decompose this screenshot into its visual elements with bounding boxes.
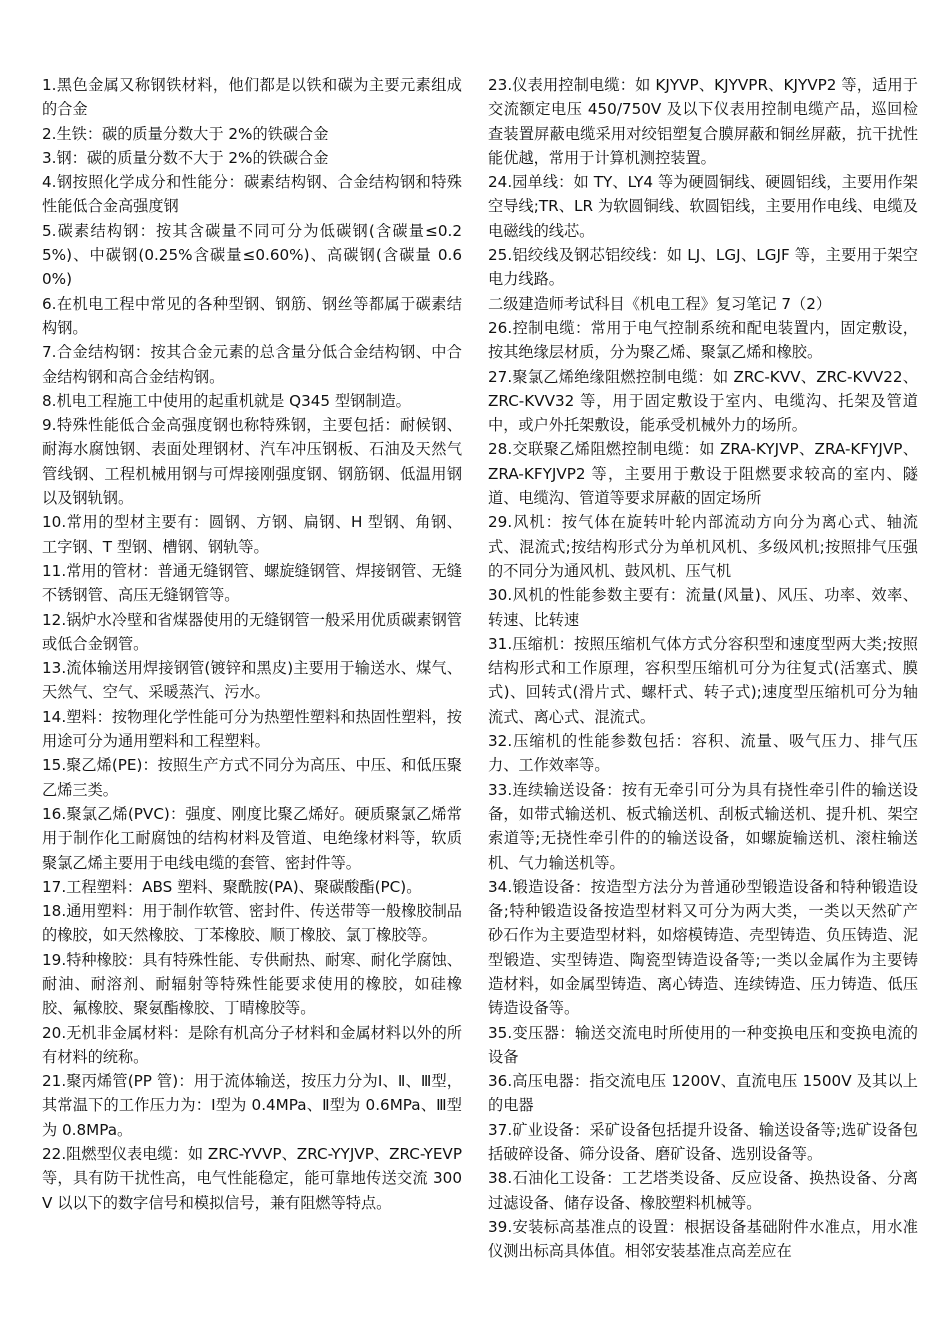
list-item: 23.仪表用控制电缆：如 KJYVP、KJYVPR、KJYVP2 等，适用于交流额定电压 450/750V 及以下仪表用控制电缆产品，巡回检查装置屏蔽电缆采用对绞铝塑复合膜屏蔽和铜丝屏蔽，抗干扰性能优越，常用于计算机测控装置。 xyxy=(488,76,918,167)
list-item: 35.变压器：输送交流电时所使用的一种变换电压和变换电流的设备 xyxy=(488,1023,918,1066)
list-item: 11.常用的管材：普通无缝钢管、螺旋缝钢管、焊接钢管、无缝不锈钢管、高压无缝钢管等。 xyxy=(42,561,462,605)
list-item: 29.风机：按气体在旋转叶轮内部流动方向分为离心式、轴流式、混流式;按结构形式分为单机风机、多级风机;按照排气压强的不同分为通风机、鼓风机、压气机 xyxy=(488,513,918,580)
list-item: 12.锅炉水冷壁和省煤器使用的无缝钢管一般采用优质碳素钢管或低合金钢管。 xyxy=(42,610,462,653)
list-item: 18.通用塑料：用于制作软管、密封件、传送带等一般橡胶制品的橡胶，如天然橡胶、丁苯橡胶、顺丁橡胶、氯丁橡胶等。 xyxy=(42,902,462,945)
list-item: 32.压缩机的性能参数包括：容积、流量、吸气压力、排气压力、工作效率等。 xyxy=(488,732,918,775)
list-item: 38.石油化工设备：工艺塔类设备、反应设备、换热设备、分离过滤设备、储存设备、橡胶塑料机械等。 xyxy=(488,1169,918,1212)
list-item: 2.生铁：碳的质量分数大于 2%的铁碳合金 xyxy=(42,124,329,143)
list-item: 19.特种橡胶：具有特殊性能、专供耐热、耐寒、耐化学腐蚀、耐油、耐溶剂、耐辐射等特殊性能要求使用的橡胶，如硅橡胶、氟橡胶、聚氨酯橡胶、丁晴橡胶等。 xyxy=(42,950,462,1018)
list-item: 15.聚乙烯(PE)：按照生产方式不同分为高压、中压、和低压聚乙烯三类。 xyxy=(42,756,462,799)
list-item: 16.聚氯乙烯(PVC)：强度、刚度比聚乙烯好。硬质聚氯乙烯常用于制作化工耐腐蚀的结构材料及管道、电绝缘材料等，软质聚氯乙烯主要用于电线电缆的套管、密封件等。 xyxy=(42,804,462,872)
left-column xyxy=(42,73,462,1215)
list-item: 22.阻燃型仪表电缆：如 ZRC-YVVP、ZRC-YYJVP、ZRC-YEVP 等，具有防干扰性高，电气性能稳定，能可靠地传送交流 300V 以以下的数字信号和模拟信号，兼有阻燃等特点。 xyxy=(42,1145,462,1212)
list-item: 24.园单线：如 TY、LY4 等为硬圆铜线、硬圆铝线，主要用作架空导线;TR、LR 为软圆铜线、软圆铝线，主要用作电线、电缆及电磁线的线芯。 xyxy=(488,173,918,240)
list-item: 30.风机的性能参数主要有：流量(风量)、风压、功率、效率、转速、比转速 xyxy=(488,586,918,629)
right-column xyxy=(488,73,918,1264)
list-item: 21.聚丙烯管(PP 管)：用于流体输送，按压力分为Ⅰ、Ⅱ、Ⅲ型，其常温下的工作压力为：Ⅰ型为 0.4MPa、Ⅱ型为 0.6MPa、Ⅲ型为 0.8MPa。 xyxy=(42,1072,462,1139)
list-item: 4.钢按照化学成分和性能分：碳素结构钢、合金结构钢和特殊性能低合金高强度钢 xyxy=(42,173,462,216)
section-heading: 二级建造师考试科目《机电工程》复习笔记 7（2） xyxy=(488,294,832,313)
list-item: 17.工程塑料：ABS 塑料、聚酰胺(PA)、聚碳酸酯(PC)。 xyxy=(42,877,422,896)
list-item: 13.流体输送用焊接钢管(镀锌和黑皮)主要用于输送水、煤气、天然气、空气、采暖蒸汽、污水。 xyxy=(42,659,462,702)
list-item: 26.控制电缆：常用于电气控制系统和配电装置内，固定敷设，按其绝缘层材质，分为聚乙烯、聚氯乙烯和橡胶。 xyxy=(488,318,918,362)
list-item: 34.锻造设备：按造型方法分为普通砂型锻造设备和特种锻造设备;特种锻造设备按造型材料又可分为两大类，一类以天然矿产砂石作为主要造型材料，如熔模铸造、壳型铸造、负压铸造、泥型锻造、实型铸造、陶瓷型铸造设备等;一类以金属作为主要铸造材料，如金属型铸造、离心铸造、连续铸造、压力铸造、低压铸造设备等。 xyxy=(488,877,918,1018)
list-item: 33.连续输送设备：按有无牵引可分为具有挠性牵引件的输送设备，如带式输送机、板式输送机、刮板式输送机、提升机、架空索道等;无挠性牵引件的的输送设备，如螺旋输送机、滚柱输送机、气力输送机等。 xyxy=(488,780,918,872)
list-item: 8.机电工程施工中使用的起重机就是 Q345 型钢制造。 xyxy=(42,391,411,410)
list-item: 25.铝绞线及钢芯铝绞线：如 LJ、LGJ、LGJF 等，主要用于架空电力线路。 xyxy=(488,246,918,289)
list-item: 6.在机电工程中常见的各种型钢、钢筋、钢丝等都属于碳素结构钢。 xyxy=(42,294,462,337)
list-item: 10.常用的型材主要有：圆钢、方钢、扁钢、H 型钢、角钢、工字钢、T 型钢、槽钢、钢轨等。 xyxy=(42,513,462,556)
list-item: 3.钢：碳的质量分数不大于 2%的铁碳合金 xyxy=(42,148,329,167)
list-item: 20.无机非金属材料：是除有机高分子材料和金属材料以外的所有材料的统称。 xyxy=(42,1023,462,1066)
list-item: 39.安装标高基准点的设置：根据设备基础附件水准点，用水准仪测出标高具体值。相邻安装基准点高差应在 xyxy=(488,1217,918,1261)
list-item: 27.聚氯乙烯绝缘阻燃控制电缆：如 ZRC-KVV、ZRC-KVV22、ZRC-KVV32 等，用于固定敷设于室内、电缆沟、托架及管道中，或户外托架敷设，能承受机械外力的场所。 xyxy=(488,367,918,435)
list-item: 28.交联聚乙烯阻燃控制电缆：如 ZRA-KYJVP、ZRA-KFYJVP、ZRA-KFYJVP2 等，主要用于敷设于阻燃要求较高的室内、隧道、电缆沟、管道等要求屏蔽的固定场所 xyxy=(488,440,918,508)
list-item: 9.特殊性能低合金高强度钢也称特殊钢，主要包括：耐候钢、耐海水腐蚀钢、表面处理钢材、汽车冲压钢板、石油及天然气管线钢、工程机械用钢与可焊接刚强度钢、钢筋钢、低温用钢以及钢轨钢。 xyxy=(42,416,462,508)
list-item: 5.碳素结构钢：按其含碳量不同可分为低碳钢(含碳量≤0.25%)、中碳钢(0.25%含碳量≤0.60%)、高碳钢(含碳量 0.60%) xyxy=(42,221,462,289)
list-item: 31.压缩机：按照压缩机气体方式分容积型和速度型两大类;按照结构形式和工作原理，容积型压缩机可分为往复式(活塞式、膜式)、回转式(滑片式、螺杆式、转子式);速度型压缩机可分为轴流式、离心式、混流式。 xyxy=(488,634,918,726)
list-item: 14.塑料：按物理化学性能可分为热塑性塑料和热固性塑料，按用途可分为通用塑料和工程塑料。 xyxy=(42,707,462,751)
list-item: 1.黑色金属又称钢铁材料，他们都是以铁和碳为主要元素组成的合金 xyxy=(42,76,462,119)
list-item: 37.矿业设备：采矿设备包括提升设备、输送设备等;选矿设备包括破碎设备、筛分设备、磨矿设备、选别设备等。 xyxy=(488,1120,918,1164)
list-item: 36.高压电器：指交流电压 1200V、直流电压 1500V 及其以上的电器 xyxy=(488,1072,918,1115)
list-item: 7.合金结构钢：按其合金元素的总含量分低合金结构钢、中合金结构钢和高合金结构钢。 xyxy=(42,343,462,386)
